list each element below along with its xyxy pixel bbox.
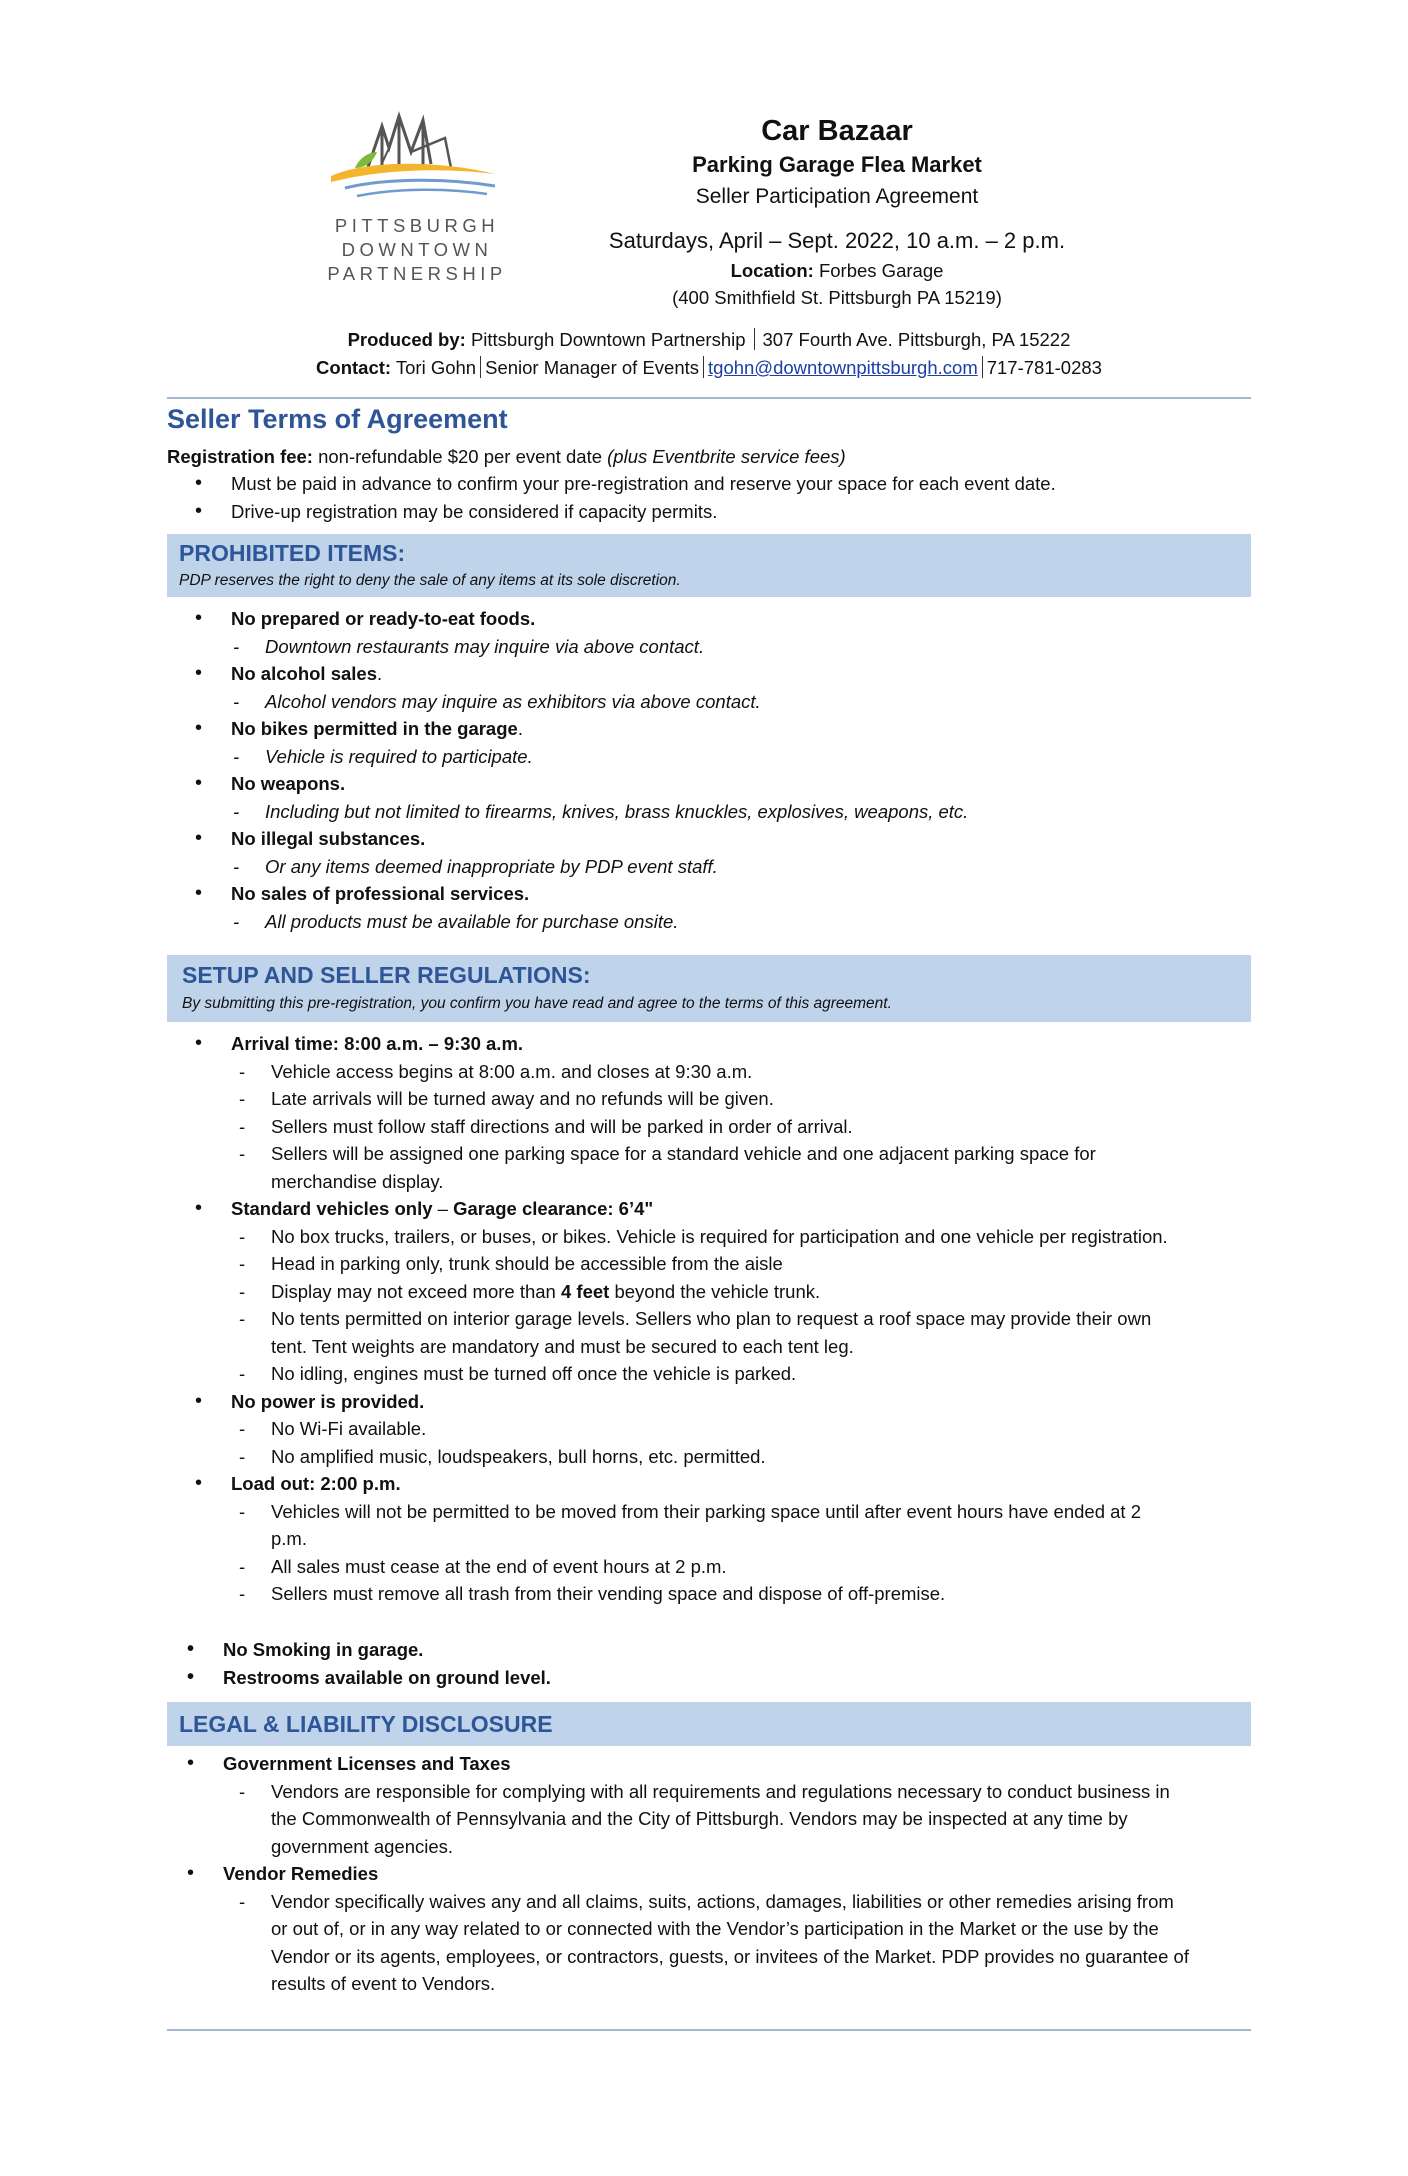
list-item: - All sales must cease at the end of event hours at 2 p.m. <box>271 1553 1171 1581</box>
item-note: - Alcohol vendors may inquire as exhibitors via above contact. <box>265 688 968 716</box>
item-label: No power is provided. <box>231 1390 425 1412</box>
list-item: - Head in parking only, trunk should be accessible from the aisle <box>271 1250 1171 1278</box>
list-item: - No idling, engines must be turned off once the vehicle is parked. <box>271 1360 1171 1388</box>
item-note: - Downtown restaurants may inquire via above contact. <box>265 633 968 661</box>
list-item <box>231 1470 1231 1608</box>
list-item: - No tents permitted on interior garage levels. Sellers who plan to request a roof space may provide their own tent. Tent weights are mandatory and must be secured to each tent leg. <box>271 1305 1171 1360</box>
list-item <box>231 660 968 715</box>
legal-banner <box>167 1702 1251 1746</box>
list-item <box>231 715 968 770</box>
event-dates: Saturdays, April – Sept. 2022, 10 a.m. – 2 p.m. <box>608 228 1066 253</box>
document-title: Car Bazaar <box>761 115 913 147</box>
list-item <box>231 1388 1231 1471</box>
list-item <box>223 1860 1233 1998</box>
item-label: No sales of professional services. <box>231 883 530 904</box>
list-item: - Vehicles will not be permitted to be moved from their parking space until after event hours have ended at 2 p.m. <box>271 1498 1171 1553</box>
producer-address: 307 Fourth Ave. Pittsburgh, PA 15222 <box>762 329 1071 350</box>
list-item: • Must be paid in advance to confirm your pre-registration and reserve your space for each event date. <box>231 470 1056 498</box>
location-value: Forbes Garage <box>818 260 944 281</box>
pdp-logo-icon <box>327 108 507 208</box>
list-item <box>223 1750 1233 1860</box>
document-subtitle: Parking Garage Flea Market <box>692 152 982 177</box>
item-note: - Including but not limited to firearms, knives, brass knuckles, explosives, weapons, etc. <box>265 798 968 826</box>
pdp-logo <box>327 108 507 286</box>
setup-list <box>231 1030 1231 1608</box>
list-item <box>231 1195 1231 1388</box>
contact-name: Tori Gohn <box>395 357 477 378</box>
item-note: - Or any items deemed inappropriate by PDP event staff. <box>265 853 968 881</box>
list-item: - Sellers must remove all trash from their vending space and dispose of off-premise. <box>271 1580 1171 1608</box>
contact-line <box>167 354 1251 382</box>
logo-line: PARTNERSHIP <box>327 263 507 284</box>
title-block <box>597 113 1077 311</box>
separator <box>754 328 755 350</box>
item-label: No bikes permitted in the garage <box>231 718 518 739</box>
item-label: No alcohol sales <box>231 663 377 684</box>
list-item <box>231 605 968 660</box>
item-label: Load out: 2:00 p.m. <box>231 1473 401 1494</box>
item-suffix: . <box>517 718 523 739</box>
document-header <box>167 0 1251 378</box>
divider <box>167 2029 1251 2031</box>
separator <box>982 356 983 378</box>
producer-name: Pittsburgh Downtown Partnership <box>470 329 746 350</box>
list-item: - No Wi-Fi available. <box>271 1415 1171 1443</box>
item-dash: – <box>432 1198 454 1219</box>
fee-note: (plus Eventbrite service fees) <box>607 446 846 467</box>
item-label: No weapons. <box>231 773 346 794</box>
event-address: (400 Smithfield St. Pittsburgh PA 15219) <box>672 287 1002 308</box>
setup-subtitle: By submitting this pre-registration, you confirm you have read and agree to the terms of this agreement. <box>182 995 892 1012</box>
section-title-terms: Seller Terms of Agreement <box>167 404 508 434</box>
list-item: - Late arrivals will be turned away and no refunds will be given. <box>271 1085 1171 1113</box>
fee-text: non-refundable $20 per event date <box>318 446 602 467</box>
list-item: • Drive-up registration may be considered if capacity permits. <box>231 498 1056 526</box>
prohibited-banner <box>167 534 1251 597</box>
produced-label: Produced by: <box>347 329 466 350</box>
text: Display may not exceed more than <box>271 1280 561 1302</box>
item-label: Vendor Remedies <box>223 1863 379 1884</box>
list-item: • Restrooms available on ground level. <box>223 1664 551 1692</box>
item-note: - All products must be available for purchase onsite. <box>265 908 968 936</box>
contact-phone: 717-781-0283 <box>986 357 1102 378</box>
setup-banner <box>167 955 1251 1022</box>
item-suffix: . <box>377 663 383 684</box>
contact-email-link[interactable]: tgohn@downtownpittsburgh.com <box>708 357 978 378</box>
list-item <box>271 1278 1171 1306</box>
setup-extra-list <box>223 1636 551 1691</box>
legal-title: LEGAL & LIABILITY DISCLOSURE <box>179 1711 553 1737</box>
event-location <box>597 257 1077 284</box>
list-item: • No Smoking in garage. <box>223 1636 551 1664</box>
list-item: - Vendor specifically waives any and all claims, suits, actions, damages, liabilities or other remedies arising from or out of, or in any way related to or connected with the Vendor’s participation in the Market or the use by the Vendor or its agents, employees, or contractors, guests, or invitees of the Market. PDP provides no guarantee of results of event to Vendors. <box>271 1888 1191 1998</box>
document-page <box>167 0 1251 1994</box>
item-label: Arrival time: 8:00 a.m. – 9:30 a.m. <box>231 1033 524 1054</box>
item-label: Government Licenses and Taxes <box>223 1753 511 1774</box>
item-label: Garage clearance: 6’4" <box>453 1198 654 1219</box>
text-bold: 4 feet <box>560 1280 610 1302</box>
item-note: - Vehicle is required to participate. <box>265 743 968 771</box>
list-item: - Vehicle access begins at 8:00 a.m. and closes at 9:30 a.m. <box>271 1058 1171 1086</box>
logo-line: DOWNTOWN <box>341 239 493 260</box>
separator <box>480 356 481 378</box>
divider <box>167 397 1251 399</box>
contact-label: Contact: <box>316 357 392 378</box>
document-type: Seller Participation Agreement <box>695 185 979 208</box>
logo-line: PITTSBURGH <box>334 215 500 236</box>
prohibited-subtitle: PDP reserves the right to deny the sale of any items at its sole discretion. <box>179 572 681 589</box>
separator <box>703 356 704 378</box>
text: beyond the vehicle trunk. <box>609 1280 821 1302</box>
list-item: - Sellers must follow staff directions and will be parked in order of arrival. <box>271 1113 1171 1141</box>
legal-list <box>223 1750 1233 1998</box>
prohibited-title: PROHIBITED ITEMS: <box>179 540 406 566</box>
list-item: - No amplified music, loudspeakers, bull horns, etc. permitted. <box>271 1443 1171 1471</box>
list-item: - No box trucks, trailers, or buses, or bikes. Vehicle is required for participation and one vehicle per registration. <box>271 1223 1171 1251</box>
produced-by-line <box>167 326 1251 354</box>
list-item <box>231 1030 1231 1195</box>
fee-bullets <box>231 470 1056 525</box>
setup-title: SETUP AND SELLER REGULATIONS: <box>182 962 591 988</box>
item-label: No prepared or ready-to-eat foods. <box>231 608 536 629</box>
list-item <box>231 825 968 880</box>
location-label: Location: <box>730 260 814 281</box>
item-label: No illegal substances. <box>231 828 426 849</box>
prohibited-list <box>231 605 968 935</box>
contact-title: Senior Manager of Events <box>485 357 700 378</box>
list-item: - Sellers will be assigned one parking space for a standard vehicle and one adjacent parking space for merchandise display. <box>271 1140 1171 1195</box>
registration-fee <box>167 443 846 471</box>
item-label: Standard vehicles only <box>231 1198 433 1219</box>
list-item: - Vendors are responsible for complying with all requirements and regulations necessary to conduct business in the Commonwealth of Pennsylvania and the City of Pittsburgh. Vendors may be inspected at any time by government agencies. <box>271 1778 1191 1861</box>
list-item <box>231 880 968 935</box>
list-item <box>231 770 968 825</box>
fee-label: Registration fee: <box>167 446 313 467</box>
